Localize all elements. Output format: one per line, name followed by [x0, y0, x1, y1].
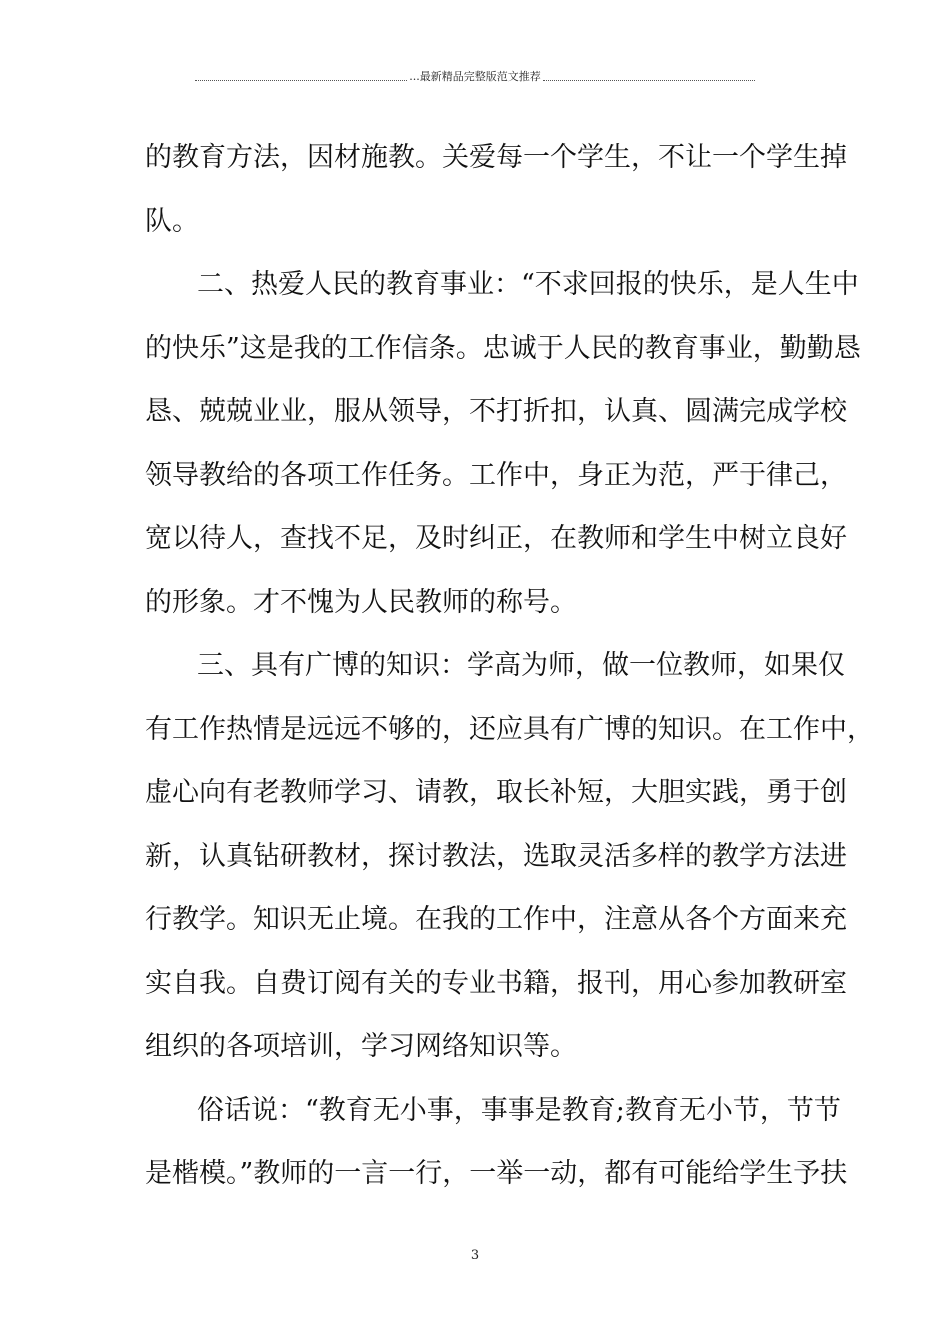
page-header [195, 70, 755, 84]
text-line: 行教学。知识无止境。在我的工作中，注意从各个方面来充 [145, 904, 847, 935]
page-number: 3 [470, 1248, 480, 1263]
text-line: 恳、兢兢业业，服从领导，不打折扣，认真、圆满完成学校 [145, 396, 847, 427]
text-line: 领导教给的各项工作任务。工作中，身正为范，严于律己， [145, 459, 847, 491]
text-line: 队。 [145, 205, 199, 237]
paragraph-start-line: 三、具有广博的知识：学高为师，做一位教师，如果仅 [197, 650, 845, 681]
text-line: 虚心向有老教师学习、请教，取长补短，大胆实践，勇于创 [145, 777, 847, 808]
header-title: ...最新精品完整版范文推荐 [409, 70, 541, 83]
text-line: 宽以待人，查找不足，及时纠正，在教师和学生中树立良好 [145, 523, 847, 554]
text-line: 的教育方法，因材施教。关爱每一个学生，不让一个学生掉 [145, 142, 847, 173]
paragraph-start-line: 俗话说：“教育无小事，事事是教育;教育无小节，节节 [197, 1094, 841, 1126]
text-line: 实自我。自费订阅有关的专业书籍，报刊，用心参加教研室 [145, 967, 847, 999]
text-line: 新，认真钻研教材，探讨教法，选取灵活多样的教学方法进 [145, 840, 847, 872]
header-dotted-leader-left [195, 80, 407, 81]
text-line: 是楷模。”教师的一言一行，一举一动，都有可能给学生予扶 [145, 1158, 848, 1189]
text-line: 有工作热情是远远不够的，还应具有广博的知识。在工作中， [145, 713, 874, 745]
document-body [145, 126, 874, 1206]
paragraph-start-line: 二、热爱人民的教育事业：“不求回报的快乐，是人生中 [197, 269, 859, 300]
header-dotted-leader-right [543, 80, 755, 81]
text-line: 的快乐”这是我的工作信条。忠诚于人民的教育事业，勤勤恳 [145, 332, 861, 364]
text-line: 组织的各项培训，学习网络知识等。 [145, 1031, 577, 1062]
text-line: 的形象。才不愧为人民教师的称号。 [145, 586, 577, 618]
